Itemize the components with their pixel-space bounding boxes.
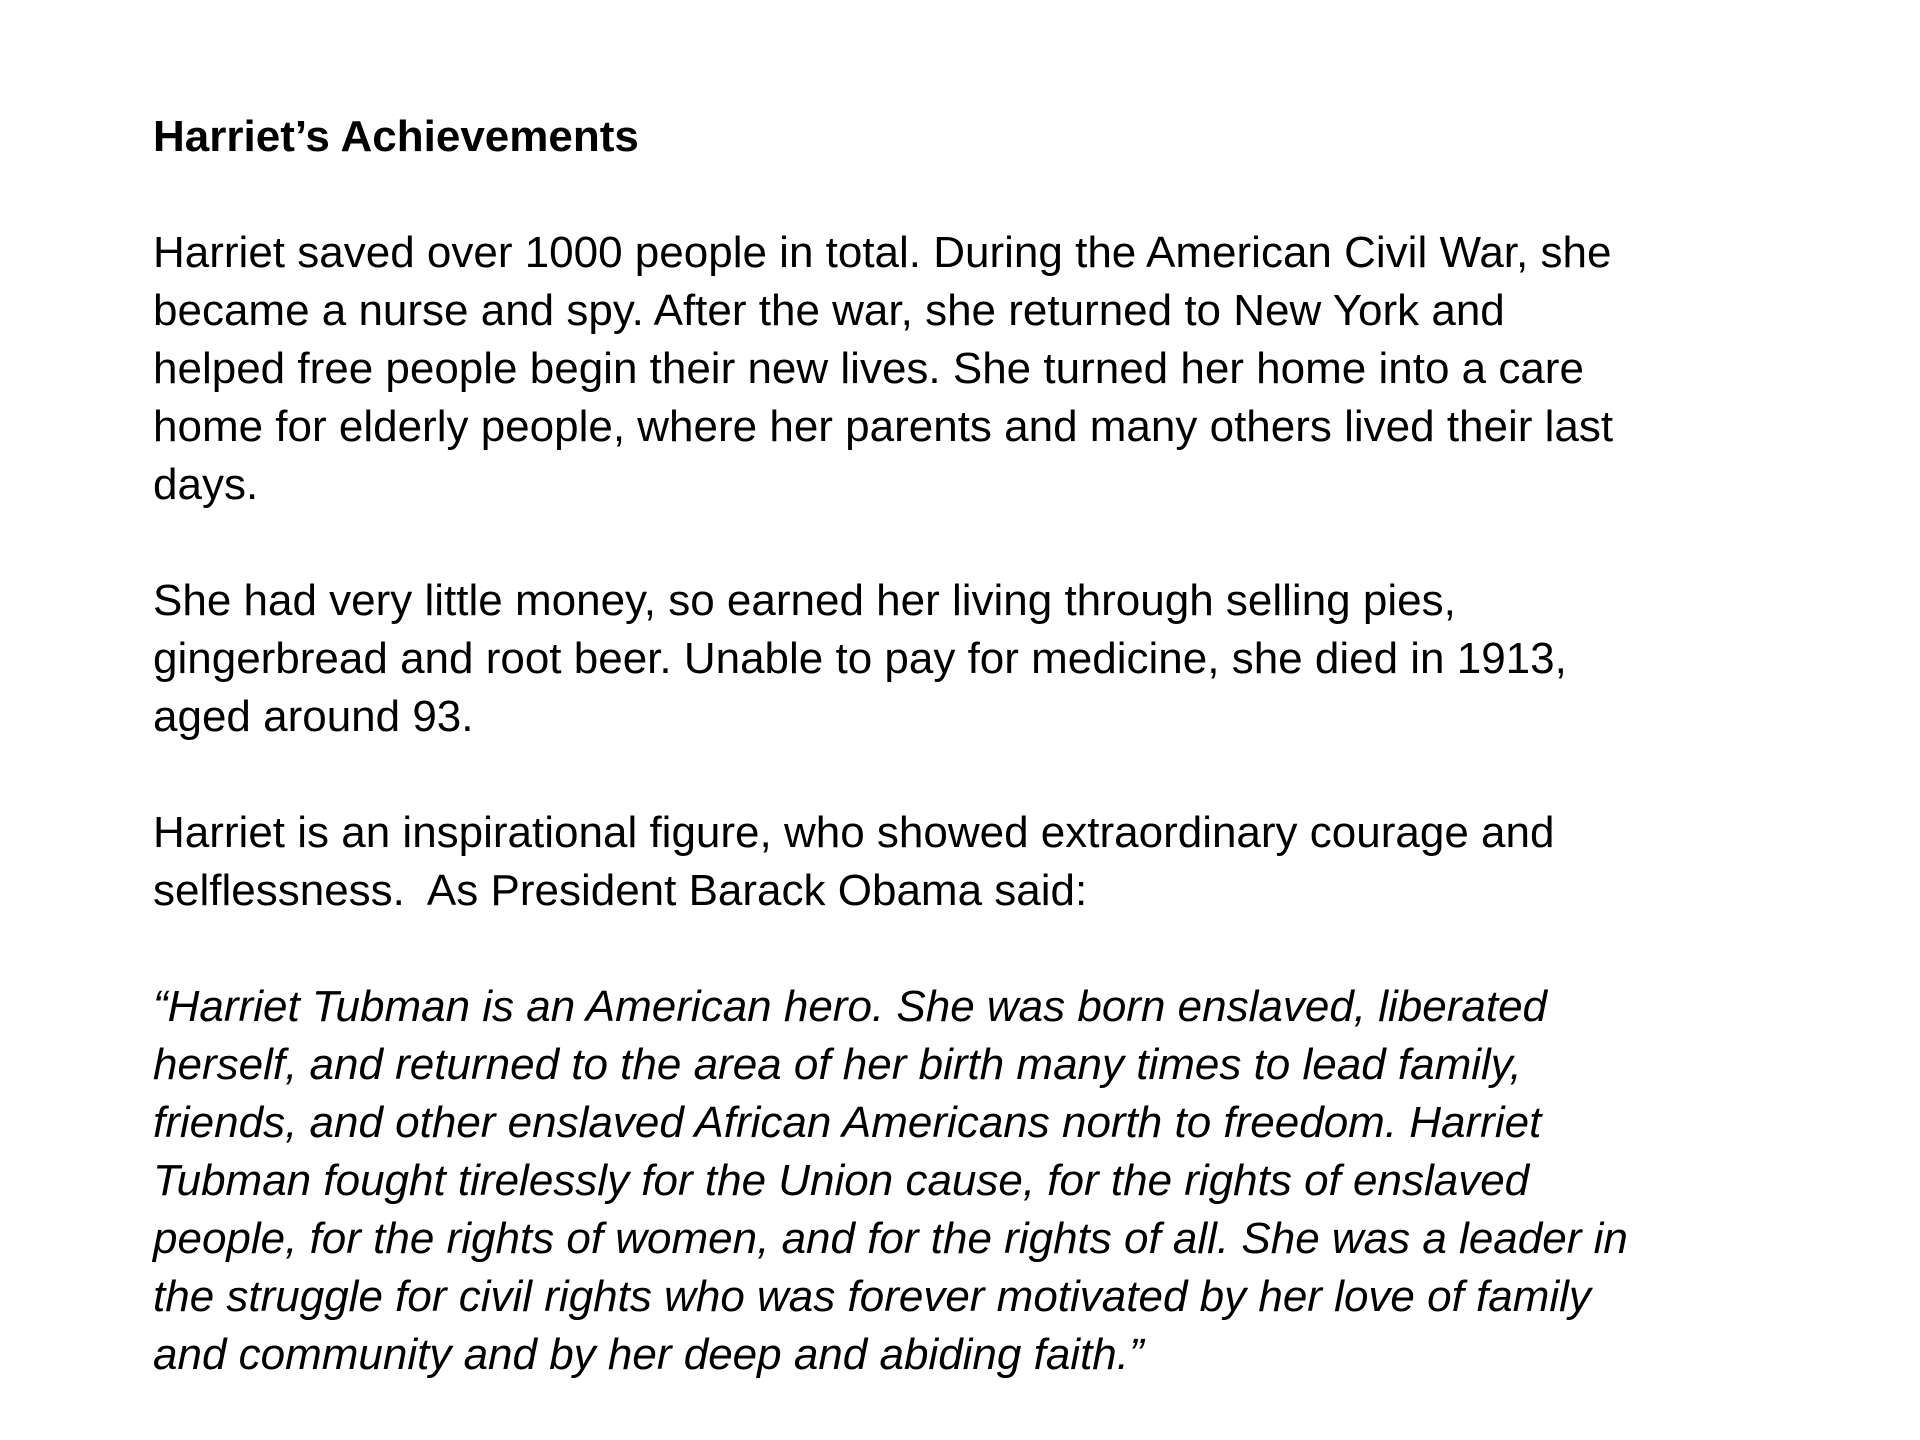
text-line: She had very little money, so earned her living through selling pies, <box>153 576 1456 625</box>
page-title: Harriet’s Achievements <box>153 112 639 161</box>
quote-line: “Harriet Tubman is an American hero. She was born enslaved, liberated <box>153 982 1548 1031</box>
text-line: became a nurse and spy. After the war, she returned to New York and <box>153 286 1505 335</box>
quote-line: herself, and returned to the area of her birth many times to lead family, <box>153 1040 1522 1089</box>
quote-line: people, for the rights of women, and for the rights of all. She was a leader in <box>153 1214 1628 1263</box>
quote-line: and community and by her deep and abiding faith.” <box>153 1330 1144 1379</box>
text-line: helped free people begin their new lives. She turned her home into a care <box>153 344 1584 393</box>
achievements-paragraph <box>153 224 1813 514</box>
document-page <box>153 108 1813 1384</box>
text-line: aged around 93. <box>153 692 474 741</box>
text-line: Harriet is an inspirational figure, who showed extraordinary courage and <box>153 808 1555 857</box>
text-line: home for elderly people, where her parents and many others lived their last <box>153 402 1614 451</box>
quote-line: friends, and other enslaved African Americans north to freedom. Harriet <box>153 1098 1542 1147</box>
text-line: selflessness. As President Barack Obama said: <box>153 866 1088 915</box>
quote-line: the struggle for civil rights who was forever motivated by her love of family <box>153 1272 1591 1321</box>
text-line: days. <box>153 460 259 509</box>
text-line: Harriet saved over 1000 people in total. During the American Civil War, she <box>153 228 1612 277</box>
later-life-paragraph <box>153 572 1813 746</box>
obama-quote <box>153 978 1813 1384</box>
quote-line: Tubman fought tirelessly for the Union cause, for the rights of enslaved <box>153 1156 1530 1205</box>
legacy-paragraph <box>153 804 1813 920</box>
text-line: gingerbread and root beer. Unable to pay for medicine, she died in 1913, <box>153 634 1567 683</box>
